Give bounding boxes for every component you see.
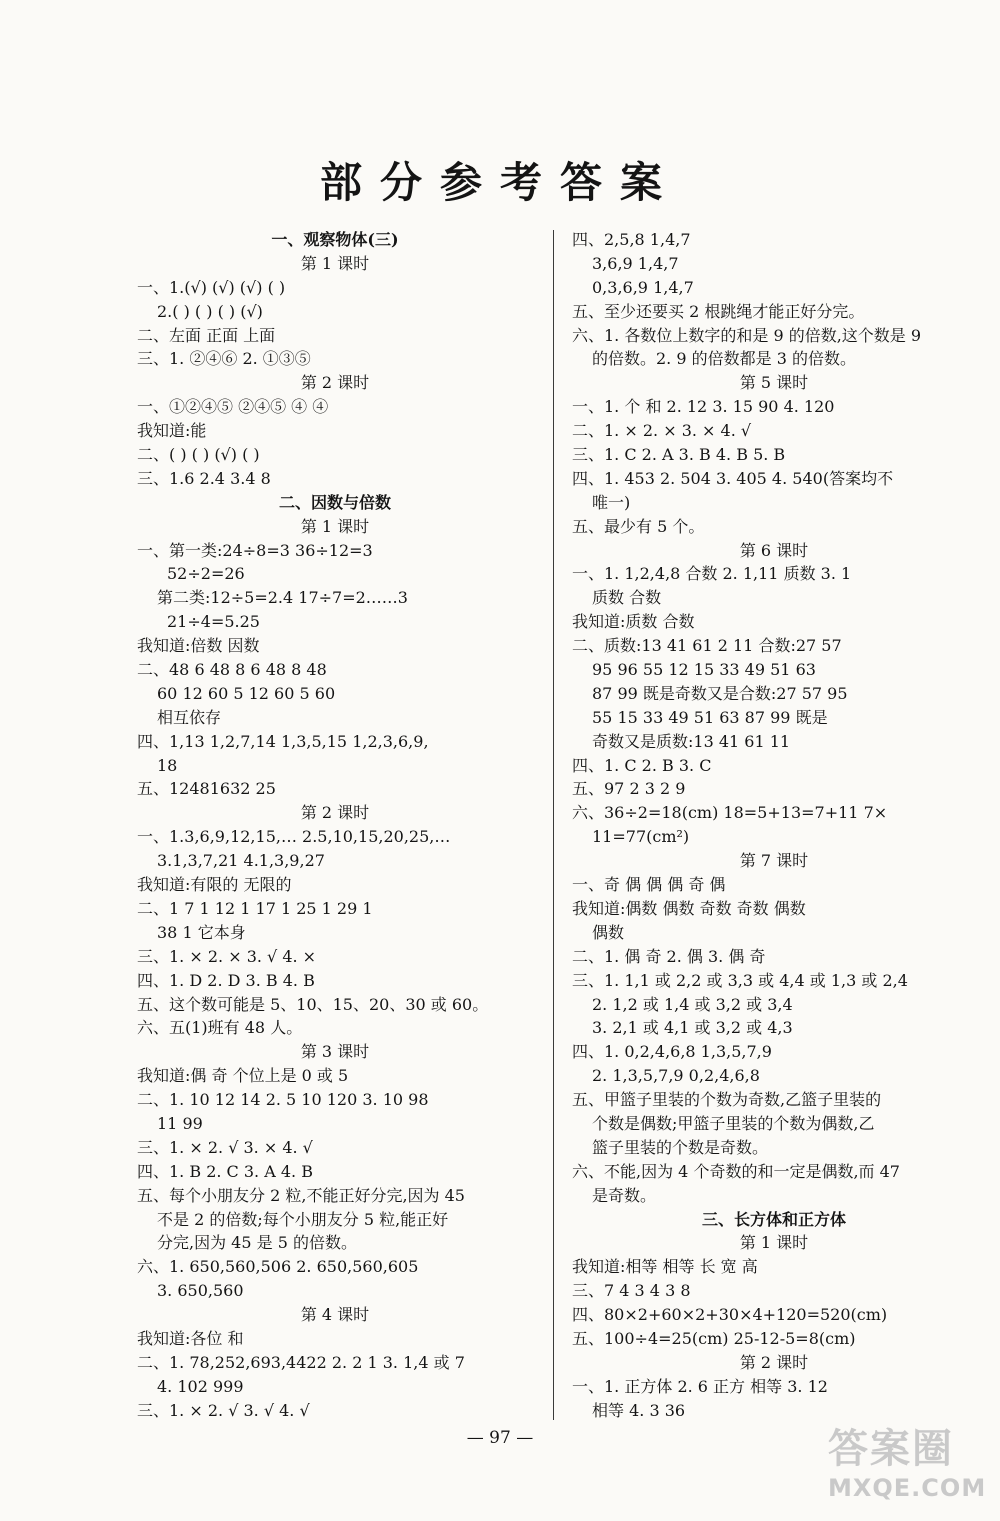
answer-line: 五、甲篮子里装的个数为奇数,乙篮子里装的 xyxy=(572,1090,882,1110)
answer-line: 个数是偶数;甲篮子里装的个数为偶数,乙 xyxy=(592,1113,875,1133)
answer-line: 五、每个小朋友分 2 粒,不能正好分完,因为 45 xyxy=(137,1185,465,1205)
answer-line: 三、1. 1,1 或 2,2 或 3,3 或 4,4 或 1,3 或 2,4 xyxy=(572,970,908,990)
answer-line: 三、7 4 3 4 3 8 xyxy=(572,1281,691,1301)
answer-line: 五、这个数可能是 5、10、15、20、30 或 60。 xyxy=(137,994,489,1014)
answer-line: 60 12 60 5 12 60 5 60 xyxy=(157,683,336,703)
answer-line: 0,3,6,9 1,4,7 xyxy=(592,277,694,297)
answer-line: 六、36÷2=18(cm) 18=5+13=7+11 7× xyxy=(572,803,888,823)
answer-line: 四、1,13 1,2,7,14 1,3,5,15 1,2,3,6,9, xyxy=(137,731,429,751)
answer-line: 55 15 33 49 51 63 87 99 既是 xyxy=(592,707,828,727)
answer-line: 我知道:质数 合数 xyxy=(572,612,695,632)
answer-line: 一、1. 正方体 2. 6 正方 相等 3. 12 xyxy=(572,1376,828,1396)
watermark-mark: 答案圈 xyxy=(828,1425,954,1472)
answer-line: 第二类:12÷5=2.4 17÷7=2……3 xyxy=(157,588,408,608)
answer-line: 第 1 课时 xyxy=(300,253,370,273)
answer-line: 3. 650,560 xyxy=(157,1281,244,1301)
answer-line: 95 96 55 12 15 33 49 51 63 xyxy=(592,660,816,680)
answer-line: 一、①②④⑤ ②④⑤ ④ ④ xyxy=(137,397,329,417)
answer-line: 一、1.(√) (√) (√) ( ) xyxy=(137,277,286,297)
answer-line: 相互依存 xyxy=(157,707,222,727)
answer-line: 第 6 课时 xyxy=(739,540,809,560)
answer-line: 是奇数。 xyxy=(592,1185,657,1205)
answer-line: 2. 1,3,5,7,9 0,2,4,6,8 xyxy=(592,1066,760,1086)
answer-line: 11 99 xyxy=(157,1113,203,1133)
watermark-url: MXQE.COM xyxy=(828,1474,987,1502)
answer-line: 38 1 它本身 xyxy=(157,922,246,942)
answer-line: 四、1. D 2. D 3. B 4. B xyxy=(137,970,315,990)
answer-line: 3.1,3,7,21 4.1,3,9,27 xyxy=(157,851,325,871)
answer-line: 第 3 课时 xyxy=(300,1042,370,1062)
answer-line: 第 1 课时 xyxy=(300,516,370,536)
answer-column-right xyxy=(572,228,976,1423)
answer-line: 二、( ) ( ) (√) ( ) xyxy=(137,445,260,465)
answer-line: 52÷2=26 xyxy=(167,564,245,584)
answer-line: 二、1. 10 12 14 2. 5 10 120 3. 10 98 xyxy=(137,1090,429,1110)
answer-line: 四、1. 0,2,4,6,8 1,3,5,7,9 xyxy=(572,1042,772,1062)
answer-line: 第 1 课时 xyxy=(739,1233,809,1253)
answer-line: 二、左面 正面 上面 xyxy=(137,325,276,345)
answer-line: 2.( ) ( ) ( ) (√) xyxy=(157,301,263,321)
answer-line: 三、长方体和正方体 xyxy=(701,1209,846,1229)
answer-line: 五、97 2 3 2 9 xyxy=(572,779,686,799)
answer-line: 我知道:能 xyxy=(137,421,207,441)
answer-line: 五、100÷4=25(cm) 25-12-5=8(cm) xyxy=(572,1328,856,1348)
answer-line: 三、1. ②④⑥ 2. ①③⑤ xyxy=(137,349,311,369)
answer-line: 第 4 课时 xyxy=(300,1305,370,1325)
answer-line: 不是 2 的倍数;每个小朋友分 5 粒,能正好 xyxy=(157,1209,449,1229)
answer-line: 第 7 课时 xyxy=(739,851,809,871)
answer-line: 二、48 6 48 8 6 48 8 48 xyxy=(137,660,327,680)
answer-line: 我知道:倍数 因数 xyxy=(137,636,260,656)
answer-line: 3. 2,1 或 4,1 或 3,2 或 4,3 xyxy=(592,1018,793,1038)
answer-line: 二、1. 偶 奇 2. 偶 3. 偶 奇 xyxy=(572,946,766,966)
answer-line: 第 2 课时 xyxy=(300,803,370,823)
answer-line: 偶数 xyxy=(592,922,625,942)
answer-line: 的倍数。2. 9 的倍数都是 3 的倍数。 xyxy=(592,349,856,369)
page-number: — 97 — xyxy=(466,1428,534,1448)
answer-line: 我知道:各位 和 xyxy=(137,1328,244,1348)
answer-line: 奇数又是质数:13 41 61 11 xyxy=(592,731,791,751)
column-divider xyxy=(553,230,554,1420)
answer-line: 一、1. 1,2,4,8 合数 2. 1,11 质数 3. 1 xyxy=(572,564,852,584)
answer-line: 第 2 课时 xyxy=(739,1352,809,1372)
answer-line: 篮子里装的个数是奇数。 xyxy=(592,1137,769,1157)
answer-line: 第 5 课时 xyxy=(739,373,809,393)
answer-line: 三、1.6 2.4 3.4 8 xyxy=(137,468,271,488)
answer-line: 2. 1,2 或 1,4 或 3,2 或 3,4 xyxy=(592,994,793,1014)
answer-line: 一、奇 偶 偶 偶 奇 偶 xyxy=(572,875,726,895)
answer-line: 我知道:相等 相等 长 宽 高 xyxy=(572,1257,758,1277)
answer-line: 分完,因为 45 是 5 的倍数。 xyxy=(157,1233,357,1253)
answer-line: 4. 102 999 xyxy=(157,1376,244,1396)
answer-line: 11=77(cm²) xyxy=(592,827,690,847)
answer-line: 二、质数:13 41 61 2 11 合数:27 57 xyxy=(572,636,842,656)
answer-line: 六、1. 650,560,506 2. 650,560,605 xyxy=(137,1257,419,1277)
answer-line: 我知道:偶 奇 个位上是 0 或 5 xyxy=(137,1066,349,1086)
answer-line: 质数 合数 xyxy=(592,588,662,608)
answer-line: 相等 4. 3 36 xyxy=(592,1400,686,1420)
answer-line: 二、因数与倍数 xyxy=(278,492,391,512)
answer-line: 唯一) xyxy=(592,492,631,512)
answer-line: 四、1. C 2. B 3. C xyxy=(572,755,712,775)
answer-line: 三、1. × 2. √ 3. × 4. √ xyxy=(137,1137,313,1157)
answer-line: 第 2 课时 xyxy=(300,373,370,393)
answer-line: 六、不能,因为 4 个奇数的和一定是偶数,而 47 xyxy=(572,1161,900,1181)
answer-line: 三、1. C 2. A 3. B 4. B 5. B xyxy=(572,445,786,465)
answer-line: 二、1 7 1 12 1 17 1 25 1 29 1 xyxy=(137,898,373,918)
answer-line: 四、1. 453 2. 504 3. 405 4. 540(答案均不 xyxy=(572,468,894,488)
answer-line: 21÷4=5.25 xyxy=(167,612,260,632)
answer-line: 我知道:有限的 无限的 xyxy=(137,875,292,895)
answer-column-left xyxy=(137,228,533,1423)
answer-line: 一、1. 个 和 2. 12 3. 15 90 4. 120 xyxy=(572,397,835,417)
answer-line: 五、至少还要买 2 根跳绳才能正好分完。 xyxy=(572,301,865,321)
watermark-logo xyxy=(828,1417,987,1509)
answer-line: 五、最少有 5 个。 xyxy=(572,516,705,536)
answer-line: 四、80×2+60×2+30×4+120=520(cm) xyxy=(572,1305,888,1325)
page-title: 部分参考答案 xyxy=(319,158,680,207)
answer-line: 二、1. 78,252,693,4422 2. 2 1 3. 1,4 或 7 xyxy=(137,1352,465,1372)
answer-line: 五、12481632 25 xyxy=(137,779,276,799)
answer-line: 18 xyxy=(157,755,178,775)
answer-line: 六、1. 各数位上数字的和是 9 的倍数,这个数是 9 xyxy=(572,325,922,345)
answer-line: 三、1. × 2. × 3. √ 4. × xyxy=(137,946,317,966)
answer-line: 四、1. B 2. C 3. A 4. B xyxy=(137,1161,313,1181)
answer-line: 一、1.3,6,9,12,15,… 2.5,10,15,20,25,… xyxy=(137,827,451,847)
answer-line: 二、1. × 2. × 3. × 4. √ xyxy=(572,421,752,441)
answer-line: 三、1. × 2. √ 3. √ 4. √ xyxy=(137,1400,310,1420)
answer-line: 四、2,5,8 1,4,7 xyxy=(572,230,691,249)
answer-line: 一、第一类:24÷8=3 36÷12=3 xyxy=(137,540,373,560)
answer-line: 六、五(1)班有 48 人。 xyxy=(137,1018,303,1038)
answer-line: 我知道:偶数 偶数 奇数 奇数 偶数 xyxy=(572,898,806,918)
answer-line: 87 99 既是奇数又是合数:27 57 95 xyxy=(592,683,848,703)
answer-line: 一、观察物体(三) xyxy=(271,230,399,249)
answer-line: 3,6,9 1,4,7 xyxy=(592,253,679,273)
